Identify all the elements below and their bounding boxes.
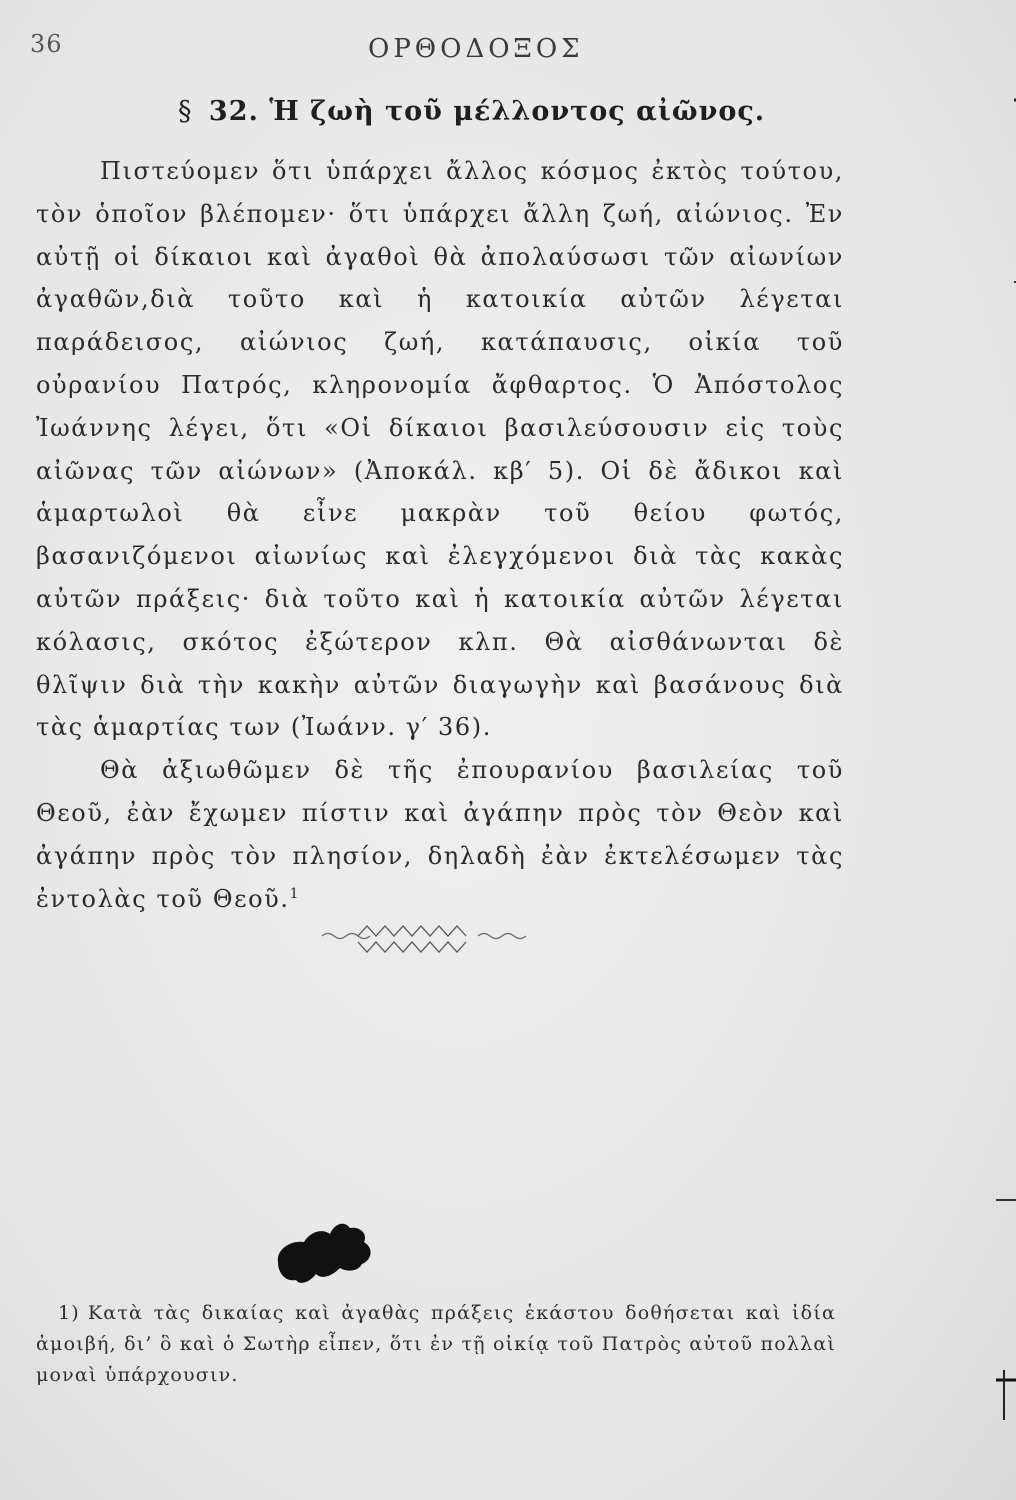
ink-blot <box>270 1210 380 1290</box>
paragraph-2-text: Θὰ ἀξιωθῶμεν δὲ τῆς ἐπουρανίου βασιλείας τοῦ Θεοῦ, ἐὰν ἔχωμεν πίστιν καὶ ἀγάπην πρὸς τὸν Θεὸν καὶ ἀγάπην πρὸς τὸν πλησίον, δηλαδὴ ἐὰν ἐκτελέσωμεν τὰς ἐντολὰς τοῦ Θεοῦ. <box>36 756 844 913</box>
footnote-reference: 1 <box>289 885 301 902</box>
section-title: Ἡ ζωὴ τοῦ μέλλοντος αἰῶνος. <box>269 96 766 127</box>
section-symbol: § <box>178 96 193 127</box>
page-number: 36 <box>30 30 63 58</box>
body-text <box>36 150 844 920</box>
ornament-divider <box>318 922 538 956</box>
footnote <box>36 1298 836 1391</box>
section-number: 32. <box>208 96 259 127</box>
page-edge-marks <box>976 0 1016 1500</box>
footnote-marker: 1) <box>58 1302 80 1324</box>
section-heading <box>178 96 765 127</box>
running-title: ΟΡΘΟΔΟΞΟΣ <box>368 34 584 64</box>
footnote-text: Κατὰ τὰς δικαίας καὶ ἀγαθὰς πράξεις ἑκάστου δοθήσεται καὶ ἰδία ἀμοιβή, δι’ ὃ καὶ ὁ Σωτὴρ εἶπεν, ὅτι ἐν τῇ οἰκίᾳ τοῦ Πατρὸς αὐτοῦ πολλαὶ μοναὶ ὑπάρχουσιν. <box>36 1302 836 1386</box>
paragraph-1: Πιστεύομεν ὅτι ὑπάρχει ἄλλος κόσμος ἐκτὸς τούτου, τὸν ὁποῖον βλέπομεν· ὅτι ὑπάρχει ἄλλη ζωή, αἰώνιος. Ἐν αὐτῇ οἱ δίκαιοι καὶ ἀγαθοὶ θὰ ἀπολαύσωσι τῶν αἰωνίων ἀγαθῶν,διὰ τοῦτο καὶ ἡ κατοικία αὐτῶν λέγεται παράδεισος, αἰώνιος ζωή, κατάπαυσις, οἰκία τοῦ οὐρανίου Πατρός, κληρονομία ἄφθαρτος. Ὁ Ἀπόστολος Ἰωάννης λέγει, ὅτι «Οἱ δίκαιοι βασιλεύσουσιν εἰς τοὺς αἰῶνας τῶν αἰώνων» (Ἀποκάλ. κβ′ 5). Οἱ δὲ ἄδικοι καὶ ἁμαρτωλοὶ θὰ εἶνε μακρὰν τοῦ θείου φωτός, βασανιζόμενοι αἰωνίως καὶ ἐλεγχόμενοι διὰ τὰς κακὰς αὐτῶν πράξεις· διὰ τοῦτο καὶ ἡ κατοικία αὐτῶν λέγεται κόλασις, σκότος ἐξώτερον κλπ. Θὰ αἰσθάνωνται δὲ θλῖψιν διὰ τὴν κακὴν αὐτῶν διαγωγὴν καὶ βασάνους διὰ τὰς ἁμαρτίας των (Ἰωάνν. γ′ 36). <box>36 157 844 742</box>
paragraph-2 <box>36 749 844 920</box>
